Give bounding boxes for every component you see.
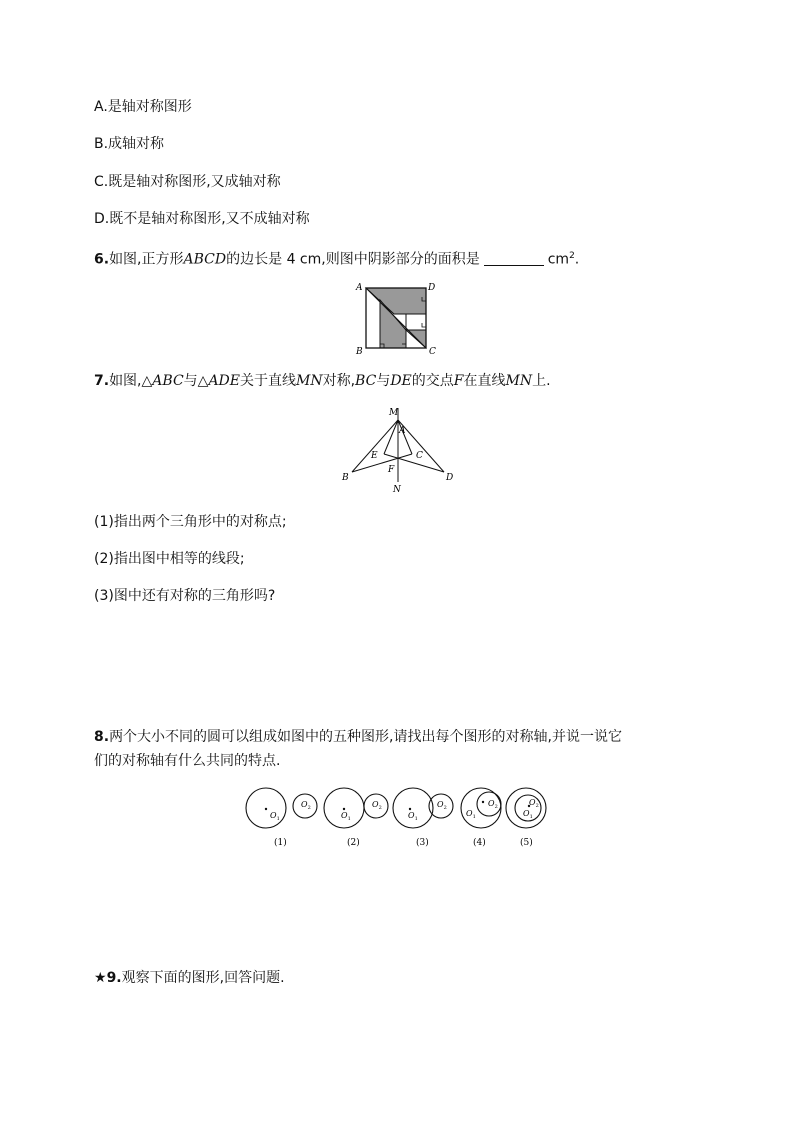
answer-blank[interactable] (484, 251, 544, 266)
point-label-e: E (371, 451, 378, 461)
circles-figure (240, 782, 560, 852)
center-label-o1: $O_1$ (270, 811, 280, 822)
vertex-label-d: D (428, 283, 436, 293)
question-8-line-2: 们的对称轴有什么共同的特点. (94, 753, 281, 769)
square-figure (350, 278, 450, 358)
center-label-o2: $O_2$ (372, 800, 382, 811)
figure-label-2: (2) (347, 838, 360, 848)
question-7: 7.如图,△ABC与△ADE关于直线MN对称,BC与DE的交点F在直线MN上. (94, 373, 551, 389)
point-label-a: A (399, 426, 406, 436)
question-number: 7. (94, 373, 110, 389)
center-label-o1: $O_1$ (523, 809, 533, 820)
vertex-label-c: C (429, 347, 436, 357)
point-label-d: D (446, 473, 454, 483)
question-8-line-1: 8.两个大小不同的圆可以组成如图中的五种图形,请找出每个图形的对称轴,并说一说它 (94, 729, 622, 745)
point-label-m: M (389, 408, 399, 418)
option-a: A.是轴对称图形 (94, 99, 192, 115)
vertex-label-a: A (356, 283, 363, 293)
center-label-o1: $O_1$ (466, 809, 476, 820)
figure-label-5: (5) (520, 838, 533, 848)
question-7-part-2: (2)指出图中相等的线段; (94, 551, 245, 567)
question-7-part-1: (1)指出两个三角形中的对称点; (94, 514, 287, 530)
center-label-o2: $O_2$ (301, 800, 311, 811)
center-label-o1: $O_1$ (341, 811, 351, 822)
vertex-label-b: B (356, 347, 363, 357)
option-b: B.成轴对称 (94, 136, 165, 152)
center-label-o2: $O_2$ (488, 799, 498, 810)
option-d: D.既不是轴对称图形,又不成轴对称 (94, 211, 310, 227)
question-number: 9. (106, 970, 122, 986)
question-7-part-3: (3)图中还有对称的三角形吗? (94, 588, 276, 604)
triangle-figure (336, 402, 466, 494)
center-label-o1: $O_1$ (408, 811, 418, 822)
point-label-c: C (416, 451, 423, 461)
question-9: ★9.观察下面的图形,回答问题. (94, 970, 285, 986)
question-6: 6.如图,正方形ABCD的边长是 4 cm,则图中阴影部分的面积是 $cm^2$. (94, 251, 580, 268)
question-number: 8. (94, 729, 110, 745)
center-label-o2: $O_2$ (437, 800, 447, 811)
figure-label-3: (3) (416, 838, 429, 848)
center-label-o2: $O_2$ (529, 798, 539, 809)
point-label-n: N (393, 485, 401, 494)
point-label-b: B (342, 473, 349, 483)
star-icon: ★ (94, 970, 107, 986)
point-label-f: F (388, 465, 395, 475)
figure-label-4: (4) (473, 838, 486, 848)
figure-label-1: (1) (274, 838, 287, 848)
option-c: C.既是轴对称图形,又成轴对称 (94, 174, 281, 190)
question-number: 6. (94, 251, 110, 268)
